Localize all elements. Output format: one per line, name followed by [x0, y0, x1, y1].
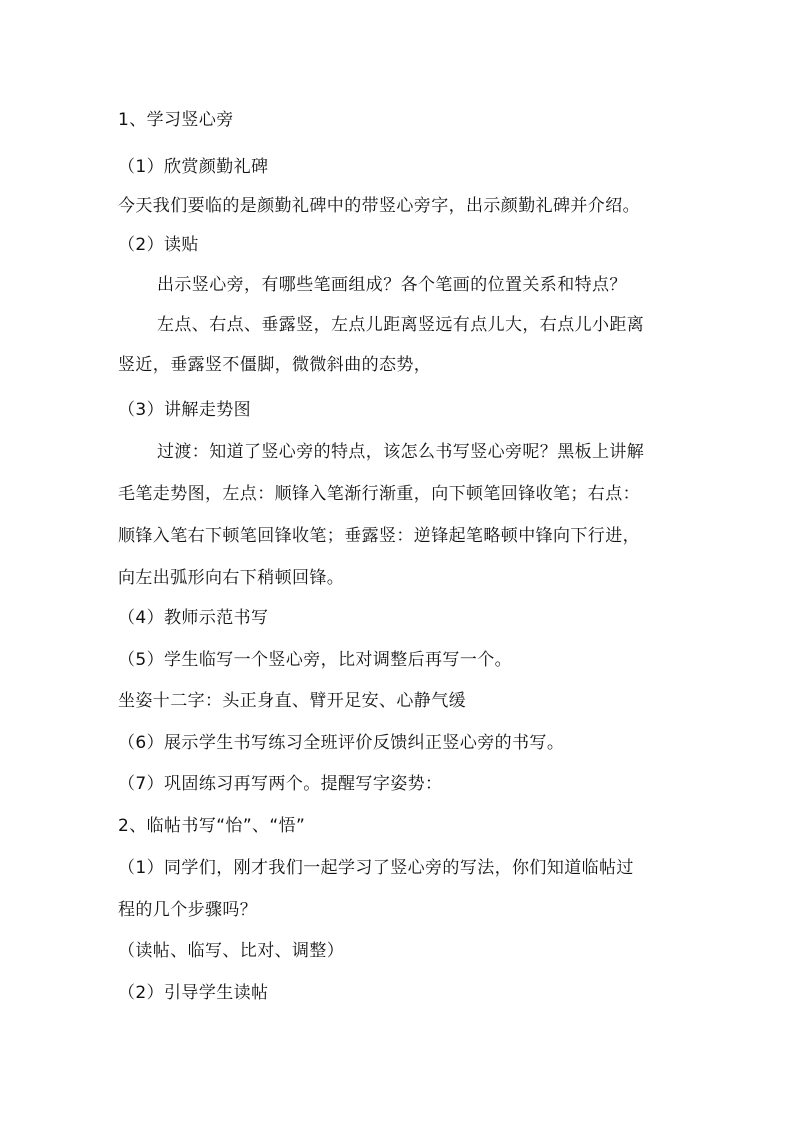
- step-heading: （5）学生临写一个竖心旁，比对调整后再写一个。: [118, 650, 513, 670]
- step-heading: （3）讲解走势图: [118, 400, 252, 420]
- paragraph-line: 过渡：知道了竖心旁的特点，该怎么书写竖心旁呢？黑板上讲解: [157, 442, 645, 462]
- paragraph-line: 竖近，垂露竖不僵脚，微微斜曲的态势，: [118, 355, 432, 375]
- paragraph-line: 出示竖心旁，有哪些笔画组成？各个笔画的位置关系和特点？: [157, 275, 627, 295]
- paragraph-line: 左点、右点、垂露竖，左点儿距离竖远有点儿大，右点儿小距离: [157, 315, 645, 335]
- step-heading: （1）欣赏颜勤礼碑: [118, 157, 269, 177]
- step-heading: （4）教师示范书写: [118, 608, 269, 628]
- step-heading: （7）巩固练习再写两个。提醒写字姿势：: [118, 774, 443, 794]
- paragraph-line: 毛笔走势图，左点：顺锋入笔渐行渐重，向下顿笔回锋收笔；右点：: [118, 484, 640, 504]
- paragraph-line: 程的几个步骤吗？: [118, 900, 258, 920]
- step-heading: （1）同学们，刚才我们一起学习了竖心旁的写法，你们知道临帖过: [118, 858, 634, 878]
- paragraph-line: 向左出弧形向右下稍顿回锋。: [118, 568, 345, 588]
- paragraph-line: （读帖、临写、比对、调整）: [118, 941, 345, 961]
- section-heading-1: 1、学习竖心旁: [118, 110, 234, 130]
- step-heading: （2）引导学生读帖: [118, 983, 269, 1003]
- paragraph-line: 今天我们要临的是颜勤礼碑中的带竖心旁字，出示颜勤礼碑并介绍。: [118, 196, 640, 216]
- paragraph-line: 顺锋入笔右下顿笔回锋收笔；垂露竖：逆锋起笔略顿中锋向下行进，: [118, 526, 640, 546]
- step-heading: （6）展示学生书写练习全班评价反馈纠正竖心旁的书写。: [118, 733, 565, 753]
- step-heading: （2）读贴: [118, 235, 199, 255]
- section-heading-2: 2、临帖书写“怡”、“悟”: [118, 816, 306, 836]
- paragraph-line: 坐姿十二字：头正身直、臂开足安、心静气缓: [118, 691, 466, 711]
